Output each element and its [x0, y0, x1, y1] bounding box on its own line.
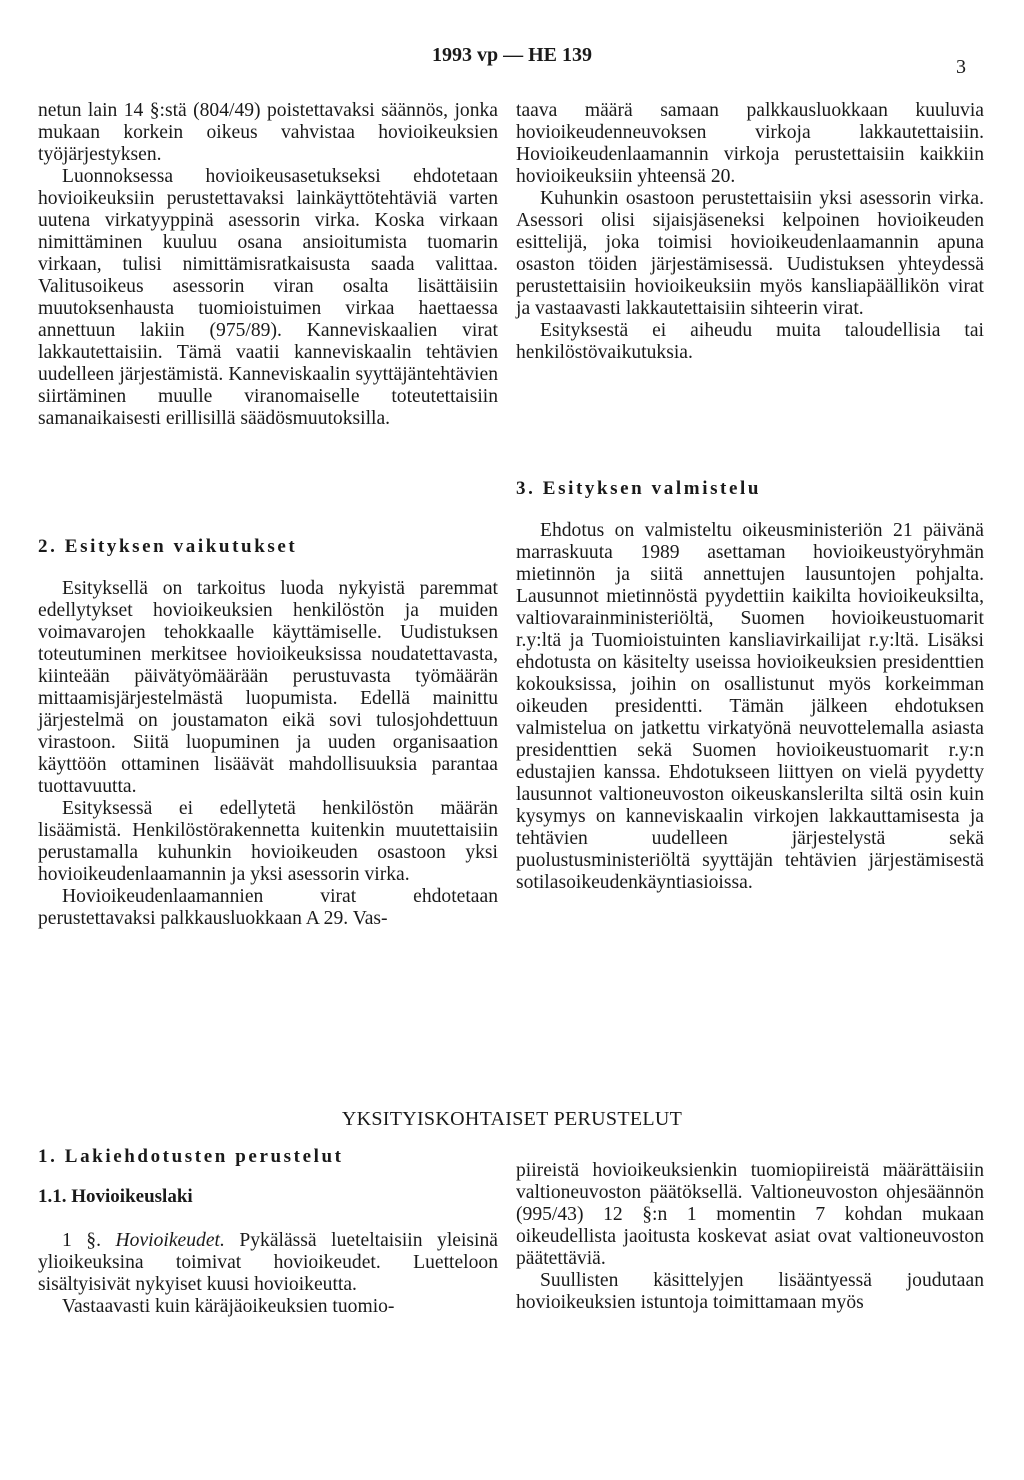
detail-left — [38, 1146, 498, 1318]
subsection-heading: 1.1. Hovioikeuslaki — [38, 1186, 193, 1207]
paragraph-number: 1 §. — [62, 1230, 101, 1251]
section-heading: 2. Esityksen vaikutukset — [38, 536, 298, 557]
right-column-top — [516, 100, 984, 364]
paragraph: netun lain 14 §:stä (804/49) poistettavaksi säännös, jonka mukaan korkein oikeus vahvistaa hovioikeuksien työjärjestyksen. — [38, 100, 498, 165]
subsection-heading: 1. Lakiehdotusten perustelut — [38, 1146, 344, 1167]
paragraph-title: Hovioikeudet. — [115, 1230, 225, 1251]
left-column-top — [38, 100, 498, 430]
section-heading: 3. Esityksen valmistelu — [516, 478, 762, 499]
paragraph: Kuhunkin osastoon perustettaisiin yksi asessorin virka. Asessori olisi sijaisjäseneksi kelpoinen hovioikeuden esittelijä, joka toimisi hovioikeudenlaamannin apuna osaston töiden järjestämisessä. Uudistuksen yhteydessä perustettaisiin hovioikeuksiin myös kansliapäällikön virat ja vastaavasti lakkautettaisiin sihteerin virat. — [516, 188, 984, 319]
paragraph: Vastaavasti kuin käräjäoikeuksien tuomio- — [62, 1296, 395, 1317]
paragraph: Esityksellä on tarkoitus luoda nykyistä paremmat edellytykset hovioikeuksien henkilöstön ja muiden voimavarojen tehokkaalle käyttämiselle. Uudistuksen toteutuminen merkitsee hovioikeuksissa noudatettavasta, kiinteään päivätyömäärään perustuvasta työmäärän mittaamisjärjestelmästä luopumista. Edellä mainittu järjestelmä on joustamaton eikä sovi tulosjohdettuun virastoon. Siitä luopuminen ja uuden organisaation käyttöön ottaminen lisäävät mahdollisuuksia parantaa tuottavuutta. — [38, 578, 498, 797]
paragraph: taava määrä samaan palkkausluokkaan kuuluvia hovioikeudenneuvoksen virkoja lakkautettaisiin. Hovioikeudenlaamannin virkoja perustettaisiin kaikkiin hovioikeuksiin yhteensä 20. — [516, 100, 984, 187]
paragraph: Ehdotus on valmisteltu oikeusministeriön 21 päivänä marraskuuta 1989 asettaman hovioikeustyöryhmän mietinnön ja siitä annettujen lausuntojen pohjalta. Lausunnot mietinnöstä pyydettiin kaikilta hovioikeuksilta, valtiovarainministeriöltä, Suomen hovioikeustuomarit r.y:ltä ja Tuomioistuinten kansliavirkailijat r.y:ltä. Lisäksi ehdotusta on käsitelty useissa hovioikeuksien presidenttien kokouksissa, joihin on osallistunut myös korkeimman oikeuden presidentti. Tämän jälkeen ehdotuksen valmistelua on jatkettu virkatyönä neuvottelemalla asiasta presidenttien sekä Suomen hovioikeustuomarit r.y:n edustajien kanssa. Ehdotukseen liittyen on vielä pyydetty lausunnot valtioneuvoston oikeuskanslerilta siltä osin kuin kysymys on kanneviskaalin virkojen lakkauttamisesta ja tehtävien uudelleen järjestelystä sekä puolustusministeriöltä syyttäjän tehtävien järjestämisestä sotilasoikeudenkäyntiasioissa. — [516, 520, 984, 893]
paragraph: piireistä hovioikeuksienkin tuomiopiireistä määrättäisiin valtioneuvoston päätöksellä. Valtioneuvoston ohjesäännön (995/43) 12 §:n 1 momentin 7 kohdan mukaan oikeudellista jaoitusta koskevat asiat ovat valtioneuvoston päätettäviä. — [516, 1160, 984, 1269]
paragraph — [38, 1230, 498, 1296]
paragraph: Hovioikeudenlaamannien virat ehdotetaan perustettavaksi palkkausluokkaan A 29. Vas- — [38, 886, 498, 929]
paragraph: Esityksessä ei edellytetä henkilöstön määrän lisäämistä. Henkilöstörakennetta kuitenkin muutettaisiin perustamalla kuhunkin hovioikeuden osastoon yksi hovioikeudenlaamannin ja yksi asessorin virka. — [38, 798, 498, 885]
page-number: 3 — [956, 56, 966, 78]
paragraph: Luonnoksessa hovioikeusasetukseksi ehdotetaan hovioikeuksiin perustettavaksi lainkäyttötehtäviä varten uutena virkatyyppinä asessorin virka. Koska virkaan nimittäminen kuuluu osana ansioitumista tuomarin virkaan, tulisi nimittämisratkaisusta saada valittaa. Valitusoikeus asessorin viran osalta lisättäisiin muutoksenhausta tuomioistuimen virkaa haettaessa annettuun lakiin (975/89). Kanneviskaalien virat lakkautettaisiin. Tämä vaatii kanneviskaalin tehtävien uudelleen järjestämistä. Kanneviskaalin syyttäjäntehtävien siirtäminen muulle viranomaiselle toteutettaisiin samanaikaisesti erillisillä säädösmuutoksilla. — [38, 166, 498, 429]
section-2 — [38, 536, 498, 930]
section-3 — [516, 478, 984, 894]
document-header: 1993 vp — HE 139 — [431, 44, 593, 66]
detail-heading: YKSITYISKOHTAISET PERUSTELUT — [341, 1108, 683, 1130]
paragraph: Suullisten käsittelyjen lisääntyessä joudutaan hovioikeuksien istuntoja toimittamaan myös — [516, 1270, 984, 1313]
paragraph-text: Pykälässä lueteltaisiin yleisinä ylioikeuksina toimivat hovioikeudet. Luetteloon sisältyisivät nykyiset kuusi hovioikeutta. — [38, 1230, 498, 1295]
paragraph: Esityksestä ei aiheudu muita taloudellisia tai henkilöstövaikutuksia. — [516, 320, 984, 363]
detail-right — [516, 1160, 984, 1314]
